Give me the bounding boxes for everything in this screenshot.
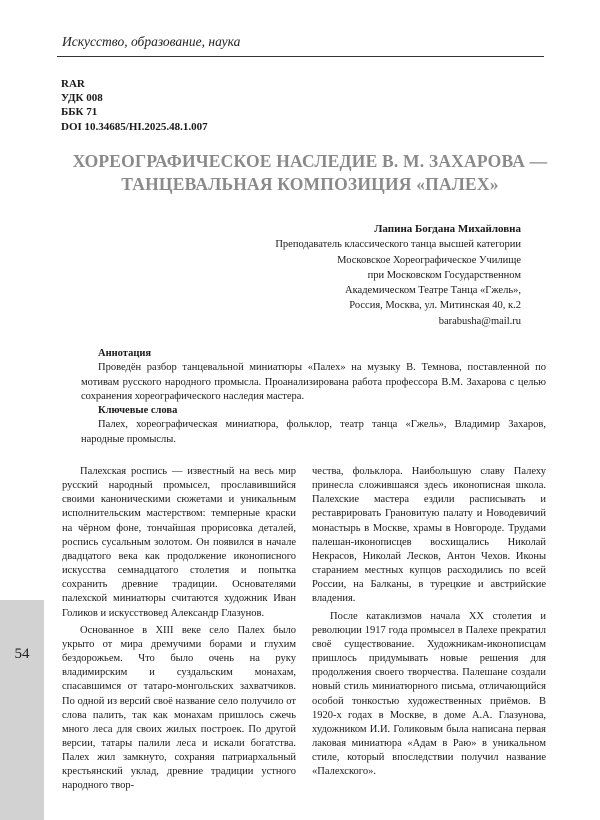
- udk-code: УДК 008: [61, 92, 103, 105]
- keywords-heading: Ключевые слова: [98, 405, 178, 417]
- paragraph: Палехская роспись — известный на весь мир русский народный промысел, прославившийся своими каноническими сюжетами и уникальным исполнительским мастерством: темперные краски на чёрном фоне, тончайшая прорисовка деталей, роспись сусальным золотом. Он появился в начале двадцатого века как продолжение иконописного искусства семнадцатого столетия и попытка сохранить древние традиции. Основателями палехской миниатюры считаются художник Иван Голиков и искусствовед Александр Глазунов.: [62, 466, 296, 619]
- rar-code: RAR: [61, 78, 85, 90]
- author-block: [275, 222, 521, 329]
- paragraph: чества, фольклора. Наибольшую славу Палеху принесла сложившаяся здесь иконописная школа. Палехские мастера ездили расписывать и реставрировать Грановитую палату и Новодевичий монастырь в Москве, храмы в Новгороде. Трудами палешан-иконописцев восхищались Николай Некрасов, Николай Лесков, Антон Чехов. Иконы старанием местных купцов расходились по всей России, на Балканы, в турецкие и австрийские владения.: [312, 466, 546, 605]
- keywords-text: Палех, хореографическая миниатюра, фольклор, театр танца «Гжель», Владимир Захаров, народные промыслы.: [81, 419, 546, 445]
- body-column-left: [62, 465, 296, 794]
- article-title-line-1: ХОРЕОГРАФИЧЕСКОЕ НАСЛЕДИЕ В. М. ЗАХАРОВА —: [72, 151, 548, 171]
- author-name: Лапина Богдана Михайловна: [374, 223, 521, 235]
- author-school-cont: при Московском Государственном: [367, 269, 521, 281]
- author-email: barabusha@mail.ru: [438, 315, 521, 327]
- article-meta: [61, 77, 208, 134]
- author-address: Россия, Москва, ул. Митинская 40, к.2: [349, 300, 521, 312]
- journal-title: Искусство, образование, наука: [62, 34, 241, 49]
- article-title-line-2: ТАНЦЕВАЛЬНАЯ КОМПОЗИЦИЯ «ПАЛЕХ»: [121, 174, 499, 194]
- paragraph: После катаклизмов начала XX столетия и революции 1917 года промысел в Палехе прекратил своё существование. Художникам-иконописцам пришлось придумывать новые решения для продолжения своего творчества. Палешане создали новый стиль миниатюрного письма, отличающийся особой тонкостью художественных приёмов. В 1920-х годах в Москве, в доме А.А. Глазунова, художником И.И. Голиковым была написана первая лаковая миниатюра «Адам в Раю» в уникальном стиле, который впоследствии получил название «Палехского».: [312, 610, 546, 778]
- paragraph: Основанное в XIII веке село Палех было укрыто от мира дремучими борами и глухим бездорожьем. Что было очень на руку владимирским и суздальским монахам, спасавшимся от татаро-монгольских захватчиков. По одной из версий своё название село получило от слова палить, так как монахам пришлось сжечь много леса для своих жилых построек. По другой версии, татары палили леса и искали богатства. Палех жил замкнуто, сохраняя патриархальный крестьянский уклад, древние традиции устного народного твор-: [62, 624, 296, 792]
- body-column-right: [312, 465, 546, 779]
- page-number: 54: [14, 646, 30, 662]
- abstract-heading: Аннотация: [98, 348, 152, 359]
- article-title: [40, 150, 580, 196]
- author-theatre: Академическом Театре Танца «Гжель»,: [345, 285, 521, 297]
- abstract-section: [81, 347, 546, 447]
- header-rule: [57, 56, 544, 57]
- author-school: Московское Хореографическое Училище: [337, 254, 521, 266]
- bbk-code: ББК 71: [61, 106, 98, 119]
- page-number-tab: [0, 600, 44, 820]
- author-position: Преподаватель классического танца высшей категории: [275, 239, 521, 251]
- doi-code: DOI 10.34685/HI.2025.48.1.007: [61, 120, 208, 133]
- abstract-text: Проведён разбор танцевальной миниатюры «Палех» на музыку В. Темнова, поставленной по мотивам русского народного промысла. Проанализирована работа профессора В.М. Захарова с целью сохранения хореографического наследия мастера.: [81, 362, 546, 402]
